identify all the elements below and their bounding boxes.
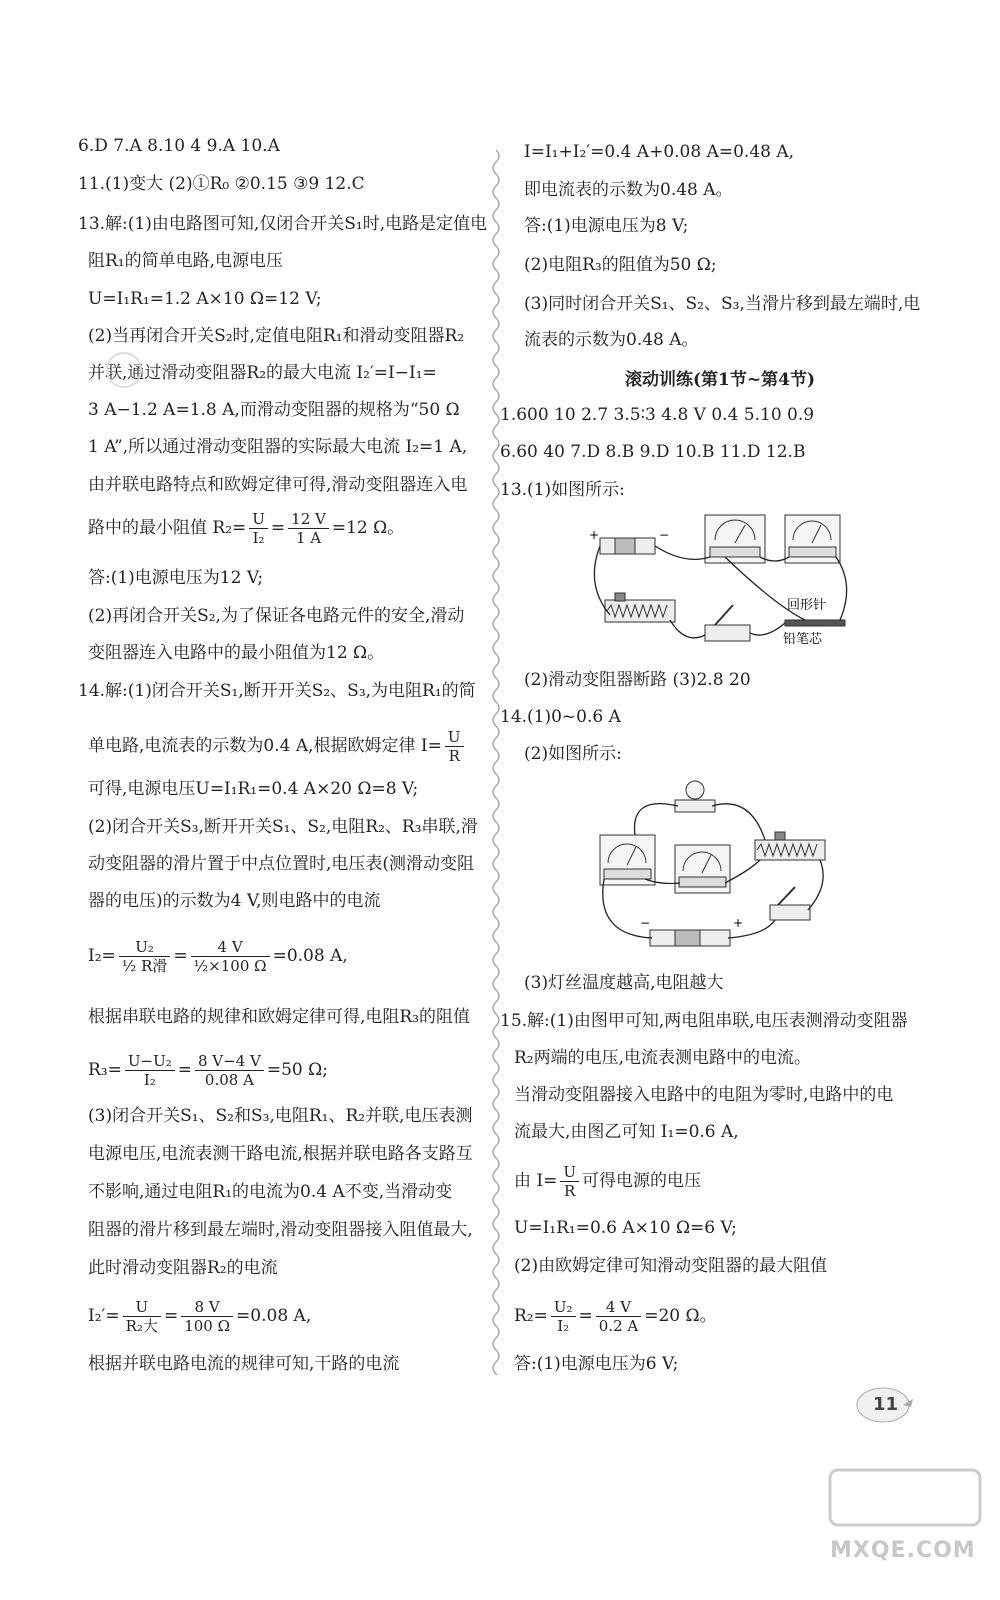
q13-answer-1: 答:(1)电源电压为12 V;: [88, 568, 264, 588]
denominator: I₂: [143, 1071, 156, 1089]
fraction: [288, 510, 329, 547]
battery-icon: [589, 528, 669, 554]
fraction: [119, 938, 171, 975]
svg-text:+: +: [733, 916, 744, 930]
formula-prefix: I₂′=: [88, 1306, 120, 1326]
q14-line-11: 阻器的滑片移到最左端时,滑动变阻器接入阻值最大,: [88, 1220, 473, 1240]
numerator: 8 V: [181, 1298, 233, 1317]
review-q15-answer-1: 答:(1)电源电压为6 V;: [514, 1354, 679, 1374]
denominator: 1 A: [295, 529, 322, 547]
q13-line-2: 阻R₁的简单电路,电源电压: [88, 251, 284, 271]
denominator: I₂: [557, 1317, 570, 1335]
q14-formula-i2prime: [88, 1298, 311, 1335]
q13-line-6: 3 A−1.2 A=1.8 A,而滑动变阻器的规格为“50 Ω: [88, 400, 460, 420]
svg-text:+: +: [589, 528, 600, 542]
q14-line-8: (3)闭合开关S₁、S₂和S₃,电阻R₁、R₂并联,电压表测: [88, 1106, 473, 1126]
q14-answer-1: 答:(1)电源电压为8 V;: [524, 216, 689, 236]
formula-result: =0.08 A,: [272, 946, 348, 966]
denominator: 100 Ω: [184, 1317, 231, 1335]
denominator: I₂: [252, 529, 265, 547]
review-q14-1: 14.(1)0~0.6 A: [500, 707, 621, 727]
text: 由 I=: [514, 1171, 558, 1191]
equals: =: [173, 946, 188, 966]
denominator: ½×100 Ω: [193, 957, 267, 975]
q14-line-7: 根据串联电路的规律和欧姆定律可得,电阻R₃的阻值: [88, 1007, 471, 1027]
denominator: R: [564, 1182, 576, 1200]
circuit-diagram-1: [575, 505, 875, 675]
formula-result: =50 Ω;: [266, 1060, 328, 1080]
q13-line-4: (2)当再闭合开关S₂时,定值电阻R₁和滑动变阻器R₂: [88, 326, 465, 346]
pencil-lead-icon: [785, 620, 845, 626]
q14-line-12: 此时滑动变阻器R₂的电流: [88, 1258, 278, 1278]
q14-line-13: 根据并联电路电流的规律可知,干路的电流: [88, 1354, 400, 1374]
faint-stamp-icon: [104, 350, 144, 390]
numerator: U₂: [551, 1298, 576, 1317]
q14-total-current: I=I₁+I₂′=0.4 A+0.08 A=0.48 A,: [524, 142, 795, 162]
denominator: 0.08 A: [204, 1071, 254, 1089]
review-q15-5: U=I₁R₁=0.6 A×10 Ω=6 V;: [514, 1218, 737, 1238]
paperclip-label: 回形针: [787, 598, 827, 613]
svg-text:−: −: [659, 528, 670, 542]
review-q15-formula-i: [514, 1163, 701, 1200]
q14-answer-3b: 流表的示数为0.48 A。: [524, 330, 699, 350]
equals: =: [578, 1306, 593, 1326]
q14-line-1: 14.解:(1)闭合开关S₁,断开开关S₂、S₃,为电阻R₁的简: [78, 681, 476, 701]
fraction: [191, 938, 270, 975]
fraction: [123, 1298, 161, 1335]
review-answers-1-5: 1.600 10 2.7 3.5∶3 4.8 V 0.4 5.10 0.9: [500, 405, 815, 425]
fraction: [445, 728, 464, 765]
fraction: [195, 1052, 264, 1089]
switch-icon: [705, 605, 750, 641]
pencil-lead-label: 铅笔芯: [783, 632, 823, 647]
formula-prefix: I₂=: [88, 946, 116, 966]
review-q14-3: (3)灯丝温度越高,电阻越大: [524, 973, 724, 993]
section-title: 滚动训练(第1节~第4节): [625, 370, 815, 390]
text: 单电路,电流表的示数为0.4 A,根据欧姆定律 I=: [88, 736, 442, 756]
denominator: ½ R滑: [121, 957, 168, 975]
formula-prefix: R₃=: [88, 1060, 122, 1080]
q14-line-10: 不影响,通过电阻R₁的电流为0.4 A不变,当滑动变: [88, 1182, 453, 1202]
q14-formula-r3: [88, 1052, 328, 1089]
watermark-logo: [820, 1460, 990, 1580]
voltmeter-icon: [600, 835, 655, 885]
ammeter-icon: [785, 515, 840, 563]
numerator: U₂: [119, 938, 171, 957]
review-q15-4: 流最大,由图乙可知 I₁=0.6 A,: [514, 1122, 739, 1142]
review-answers-6-12: 6.60 40 7.D 8.B 9.D 10.B 11.D 12.B: [500, 442, 806, 462]
review-q15-6: (2)由欧姆定律可知滑动变阻器的最大阻值: [514, 1256, 828, 1276]
q14-ammeter-reading: 即电流表的示数为0.48 A。: [524, 180, 733, 200]
q14-line-6: 器的电压)的示数为4 V,则电路中的电流: [88, 891, 381, 911]
formula-prefix: R₂=: [514, 1306, 548, 1326]
rheostat-icon: [605, 593, 675, 622]
voltmeter-icon: [705, 515, 765, 563]
numerator: U: [560, 1163, 579, 1182]
fraction: [551, 1298, 576, 1335]
formula-result: =12 Ω。: [331, 518, 405, 538]
q14-line-3: 可得,电源电压U=I₁R₁=0.4 A×20 Ω=8 V;: [88, 779, 419, 799]
formula-prefix: 路中的最小阻值 R₂=: [88, 518, 247, 538]
fraction: [560, 1163, 579, 1200]
equals: =: [163, 1306, 179, 1326]
review-q15-2: R₂两端的电压,电流表测电路中的电流。: [514, 1048, 812, 1068]
text: 可得电源的电压: [582, 1171, 702, 1191]
q13-line-5: 并联,通过滑动变阻器R₂的最大电流 I₂′=I−I₁=: [88, 363, 437, 383]
fraction: [125, 1052, 175, 1089]
q14-answer-2: (2)电阻R₃的阻值为50 Ω;: [524, 255, 717, 275]
numerator: 8 V−4 V: [195, 1052, 264, 1071]
q14-line-9: 电源电压,电流表测干路电流,根据并联电路各支路互: [88, 1144, 473, 1164]
switch-icon: [770, 887, 810, 920]
numerator: U: [445, 728, 464, 747]
fraction: [181, 1298, 233, 1335]
numerator: 4 V: [191, 938, 270, 957]
review-q13-1: 13.(1)如图所示:: [500, 480, 625, 500]
q13-formula-r2: [88, 510, 404, 547]
page-number: 11: [873, 1394, 899, 1415]
q13-line-7: 1 A”,所以通过滑动变阻器的实际最大电流 I₂=1 A,: [88, 437, 468, 457]
q14-answer-3a: (3)同时闭合开关S₁、S₂、S₃,当滑片移到最左端时,电: [524, 294, 921, 314]
q13-line-8: 由并联电路特点和欧姆定律可得,滑动变阻器连入电: [88, 475, 468, 495]
answers-11-12: 11.(1)变大 (2)①R₀ ②0.15 ③9 12.C: [78, 174, 365, 194]
formula-result: =20 Ω。: [644, 1306, 717, 1326]
numerator: 12 V: [288, 510, 329, 529]
numerator: 4 V: [596, 1298, 641, 1317]
q13-answer-2: (2)再闭合开关S₂,为了保证各电路元件的安全,滑动: [88, 606, 465, 626]
fraction: [596, 1298, 641, 1335]
equals: =: [177, 1060, 192, 1080]
fraction: [249, 510, 268, 547]
svg-text:−: −: [640, 916, 651, 930]
watermark-text: MXQE.COM: [830, 1538, 976, 1563]
battery-icon: [640, 916, 743, 946]
q13-line-3: U=I₁R₁=1.2 A×10 Ω=12 V;: [88, 289, 322, 309]
q14-line-4: (2)闭合开关S₃,断开开关S₁、S₂,电阻R₂、R₃串联,滑: [88, 817, 478, 837]
column-divider: [488, 150, 504, 1375]
equals: =: [270, 518, 286, 538]
page-number-badge: [855, 1385, 915, 1425]
numerator: U−U₂: [125, 1052, 175, 1071]
formula-result: =0.08 A,: [236, 1306, 312, 1326]
answers-6-10: 6.D 7.A 8.10 4 9.A 10.A: [78, 136, 280, 156]
q14-line-5: 动变阻器的滑片置于中点位置时,电压表(测滑动变阻: [88, 854, 475, 874]
review-q14-2: (2)如图所示:: [524, 744, 622, 764]
bulb-icon: [675, 781, 715, 812]
ammeter-icon: [675, 845, 730, 893]
numerator: U: [123, 1298, 161, 1317]
q14-line-2: [88, 728, 467, 765]
denominator: 0.2 A: [598, 1317, 639, 1335]
q13-answer-3: 变阻器连入电路中的最小阻值为12 Ω。: [88, 643, 385, 663]
denominator: R₂大: [125, 1317, 158, 1335]
review-q15-1: 15.解:(1)由图甲可知,两电阻串联,电压表测滑动变阻器: [500, 1011, 908, 1031]
review-q15-formula-r2: [514, 1298, 717, 1335]
q13-line-1: 13.解:(1)由电路图可知,仅闭合开关S₁时,电路是定值电: [78, 214, 488, 234]
review-q15-3: 当滑动变阻器接入电路中的电阻为零时,电路中的电: [514, 1085, 894, 1105]
q14-formula-i2: [88, 938, 348, 975]
watermark-logo-icon: [820, 1460, 990, 1540]
numerator: U: [249, 510, 268, 529]
circuit-diagram-2: [590, 775, 850, 965]
rheostat-icon: [755, 832, 825, 860]
denominator: R: [448, 747, 460, 765]
review-q13-2: (2)滑动变阻器断路 (3)2.8 20: [524, 670, 751, 690]
